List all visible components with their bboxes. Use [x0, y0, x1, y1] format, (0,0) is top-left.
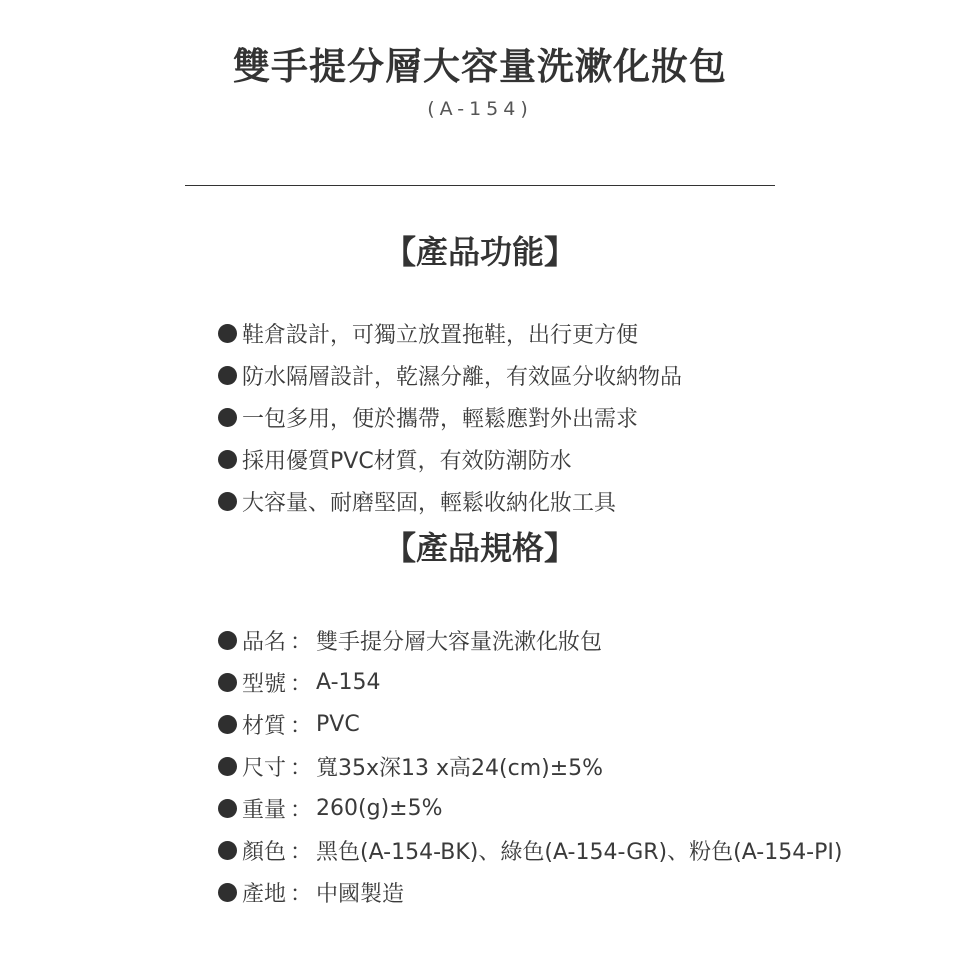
spec-item-material	[218, 703, 842, 745]
bullet-icon	[218, 366, 237, 385]
bullet-icon	[218, 631, 237, 650]
spec-label: 型號	[242, 671, 287, 697]
spec-separator: ：	[290, 881, 313, 907]
spec-value: 寬35x深13 x高24(cm)±5%	[316, 755, 604, 781]
spec-label: 產地	[242, 881, 287, 907]
bullet-icon	[218, 715, 237, 734]
bullet-icon	[218, 324, 237, 343]
feature-item	[218, 480, 682, 522]
spec-value: PVC	[316, 711, 360, 737]
bullet-icon	[218, 492, 237, 511]
feature-text: 一包多用，便於攜帶，輕鬆應對外出需求	[242, 406, 639, 432]
spec-label: 品名	[242, 629, 287, 655]
feature-item	[218, 438, 682, 480]
feature-text: 採用優質PVC材質，有效防潮防水	[242, 448, 572, 474]
feature-text: 防水隔層設計，乾濕分離，有效區分收納物品	[242, 364, 683, 390]
bullet-icon	[218, 673, 237, 692]
feature-item	[218, 396, 682, 438]
spec-item-size	[218, 745, 842, 787]
spec-item-origin	[218, 871, 842, 913]
bullet-icon	[218, 883, 237, 902]
spec-value: 中國製造	[316, 881, 405, 907]
spec-separator: ：	[290, 713, 313, 739]
feature-text: 大容量、耐磨堅固，輕鬆收納化妝工具	[242, 490, 617, 516]
spec-separator: ：	[290, 671, 313, 697]
spec-value: 260(g)±5%	[316, 795, 443, 821]
spec-value: 雙手提分層大容量洗漱化妝包	[316, 629, 603, 655]
spec-label: 顏色	[242, 839, 287, 865]
spec-label: 材質	[242, 713, 287, 739]
spec-separator: ：	[290, 839, 313, 865]
header-divider	[185, 185, 775, 186]
feature-item	[218, 312, 682, 354]
bullet-icon	[218, 841, 237, 860]
spec-separator: ：	[290, 755, 313, 781]
spec-item-color	[218, 829, 842, 871]
feature-item	[218, 354, 682, 396]
spec-label: 尺寸	[242, 755, 287, 781]
product-title: 雙手提分層大容量洗漱化妝包	[233, 45, 727, 88]
spec-value: A-154	[316, 669, 381, 695]
bullet-icon	[218, 799, 237, 818]
spec-item-name	[218, 619, 842, 661]
spec-separator: ：	[290, 797, 313, 823]
product-model-number: (A-154)	[427, 98, 533, 120]
spec-separator: ：	[290, 629, 313, 655]
bullet-icon	[218, 408, 237, 427]
spec-value: 黑色(A-154-BK)、綠色(A-154-GR)、粉色(A-154-PI)	[316, 839, 843, 865]
feature-text: 鞋倉設計，可獨立放置拖鞋，出行更方便	[242, 322, 639, 348]
features-heading: 【產品功能】	[383, 233, 576, 271]
features-list	[218, 312, 682, 522]
spec-item-model	[218, 661, 842, 703]
spec-item-weight	[218, 787, 842, 829]
specs-heading: 【產品規格】	[383, 529, 576, 567]
bullet-icon	[218, 450, 237, 469]
specs-list	[218, 619, 842, 913]
bullet-icon	[218, 757, 237, 776]
spec-label: 重量	[242, 797, 287, 823]
